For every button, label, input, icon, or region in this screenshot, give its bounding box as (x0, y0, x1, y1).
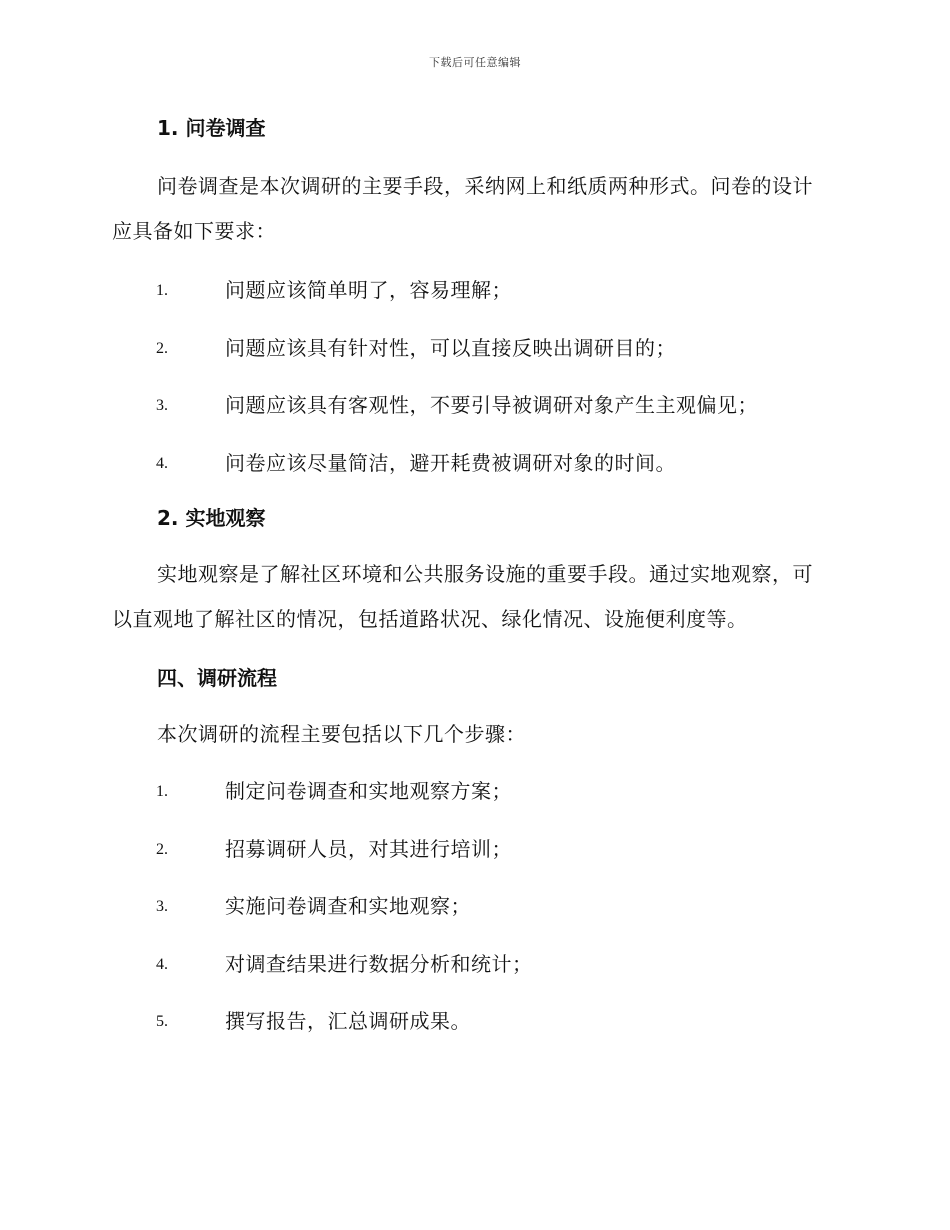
list-item-text: 招募调研人员，对其进行培训； (225, 836, 512, 861)
section-field-observation (112, 502, 832, 534)
paragraph-field-observation: 实地观察是了解社区环境和公共服务设施的重要手段。通过实地观察，可以直观地了解社区的情况，包括道路状况、绿化情况、设施便利度等。 (112, 562, 813, 631)
section-research-process (112, 662, 832, 694)
list-item-text: 撰写报告，汇总调研成果。 (225, 1009, 471, 1033)
list-item-text: 问卷应该尽量简洁，避开耗费被调研对象的时间。 (225, 450, 676, 475)
section-research-process-intro (112, 712, 832, 757)
list-item-text: 问题应该简单明了，容易理解； (225, 278, 512, 302)
list-item (112, 878, 832, 936)
list-item (112, 262, 832, 320)
list-item-number: 4. (156, 454, 168, 472)
paragraph-questionnaire: 问卷调查是本次调研的主要手段，采纳网上和纸质两种形式。问卷的设计应具备如下要求： (112, 174, 813, 243)
list-item-number: 3. (156, 397, 168, 414)
list-item-number: 1. (156, 282, 168, 299)
list-item (112, 993, 832, 1051)
section-questionnaire-body (112, 164, 832, 254)
section-heading-field-observation: 2. 实地观察 (157, 506, 266, 530)
list-item-text: 制定问卷调查和实地观察方案； (225, 779, 512, 803)
list-item (112, 763, 832, 821)
section-questionnaire (112, 112, 832, 144)
section-heading-research-process: 四、调研流程 (157, 666, 277, 690)
list-item-number: 4. (156, 955, 168, 973)
list-item-text: 问题应该具有针对性，可以直接反映出调研目的； (225, 335, 676, 360)
list-item-text: 实施问卷调查和实地观察； (225, 894, 471, 918)
list-item (112, 377, 832, 435)
list-item-number: 2. (156, 339, 168, 357)
list-item-text: 对调查结果进行数据分析和统计； (225, 951, 533, 976)
questionnaire-requirements-list (112, 262, 832, 492)
list-item (112, 821, 832, 879)
list-item-text: 问题应该具有客观性，不要引导被调研对象产生主观偏见； (225, 393, 758, 417)
section-heading-questionnaire: 1. 问卷调查 (157, 116, 266, 140)
list-item (112, 936, 832, 994)
paragraph-process-intro: 本次调研的流程主要包括以下几个步骤： (157, 722, 526, 746)
list-item-number: 1. (156, 783, 168, 800)
list-item (112, 320, 832, 378)
list-item-number: 3. (156, 898, 168, 915)
header-note: 下载后可任意编辑 (429, 56, 521, 69)
list-item-number: 2. (156, 840, 168, 858)
process-steps-list (112, 763, 832, 1051)
list-item-number: 5. (156, 1013, 168, 1030)
section-field-observation-body (112, 552, 832, 642)
list-item (112, 435, 832, 493)
